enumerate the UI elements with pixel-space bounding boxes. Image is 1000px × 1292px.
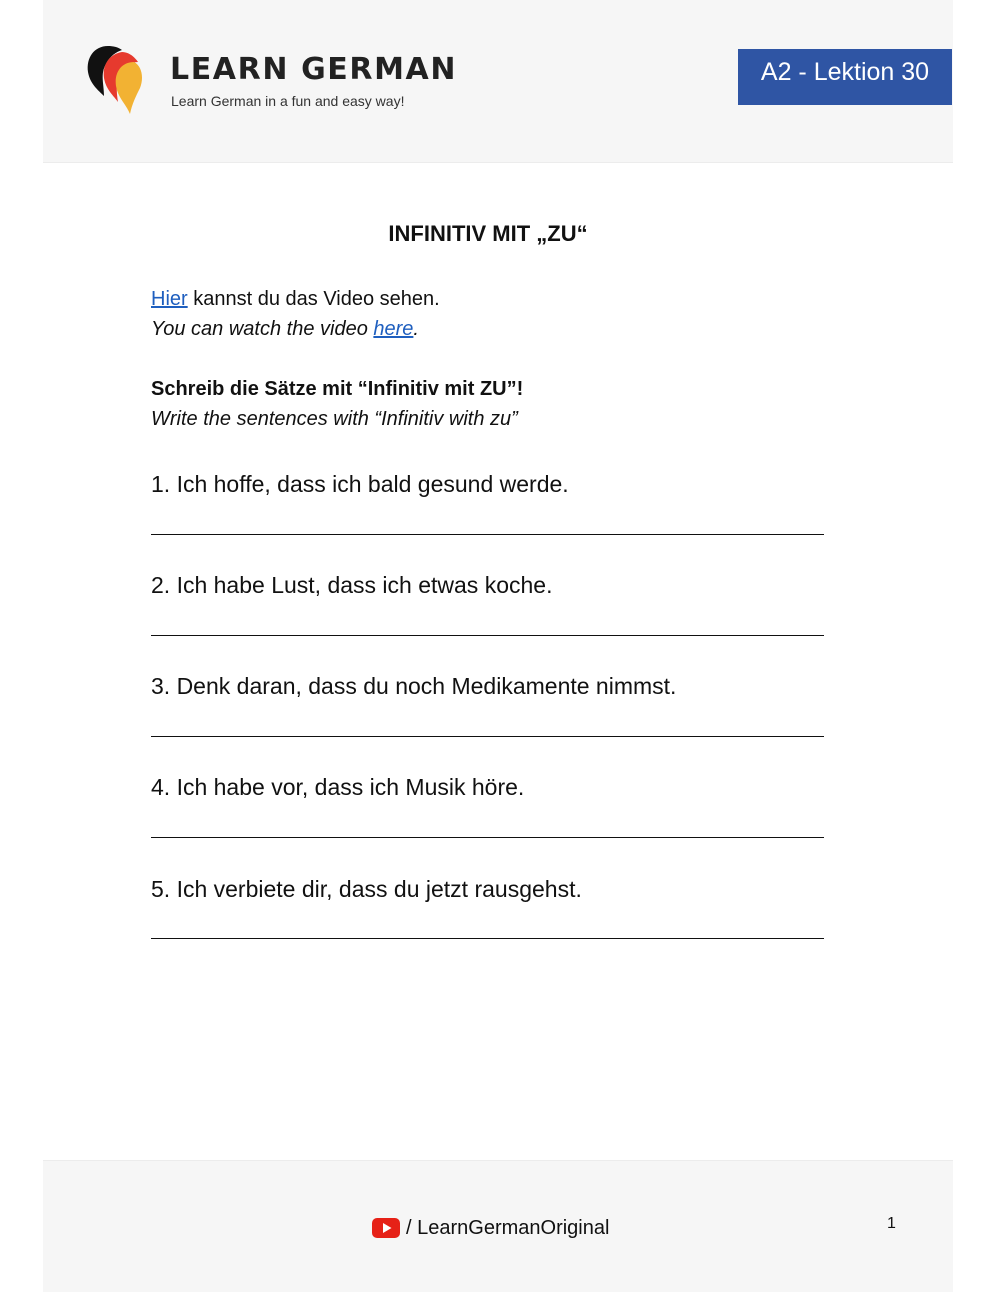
- brand-title: LEARN GERMAN: [170, 52, 458, 87]
- video-line-en: [151, 318, 419, 341]
- page-number: 1: [887, 1215, 896, 1232]
- question-2: 2. Ich habe Lust, dass ich etwas koche.: [151, 572, 553, 598]
- question-4: 4. Ich habe vor, dass ich Musik höre.: [151, 774, 525, 800]
- video-text-en-prefix: You can watch the video: [151, 318, 374, 340]
- question-3: 3. Denk daran, dass du noch Medikamente nimmst.: [151, 673, 677, 699]
- learn-german-logo-icon: [86, 44, 142, 116]
- answer-line-1[interactable]: [151, 534, 824, 535]
- question-1: 1. Ich hoffe, dass ich bald gesund werde.: [151, 471, 569, 497]
- instruction-de: Schreib die Sätze mit “Infinitiv mit ZU”!: [151, 378, 524, 400]
- worksheet-title: INFINITIV MIT „ZU“: [388, 221, 588, 246]
- instruction-en: Write the sentences with “Infinitiv with zu”: [151, 408, 518, 430]
- video-link-en[interactable]: here: [373, 318, 414, 340]
- video-link-de[interactable]: Hier: [151, 288, 188, 310]
- question-5: 5. Ich verbiete dir, dass du jetzt rausgehst.: [151, 876, 582, 902]
- channel-name: / LearnGermanOriginal: [406, 1216, 610, 1239]
- answer-line-4[interactable]: [151, 837, 824, 838]
- lesson-badge: A2 - Lektion 30: [738, 49, 952, 105]
- video-text-de: kannst du das Video sehen.: [187, 288, 440, 310]
- answer-line-3[interactable]: [151, 736, 824, 737]
- video-line-de: [151, 288, 440, 311]
- youtube-icon: [372, 1218, 400, 1238]
- footer-channel[interactable]: [372, 1214, 609, 1242]
- video-text-en-suffix: .: [413, 318, 419, 340]
- brand-tagline: Learn German in a fun and easy way!: [171, 93, 405, 109]
- answer-line-5[interactable]: [151, 938, 824, 939]
- answer-line-2[interactable]: [151, 635, 824, 636]
